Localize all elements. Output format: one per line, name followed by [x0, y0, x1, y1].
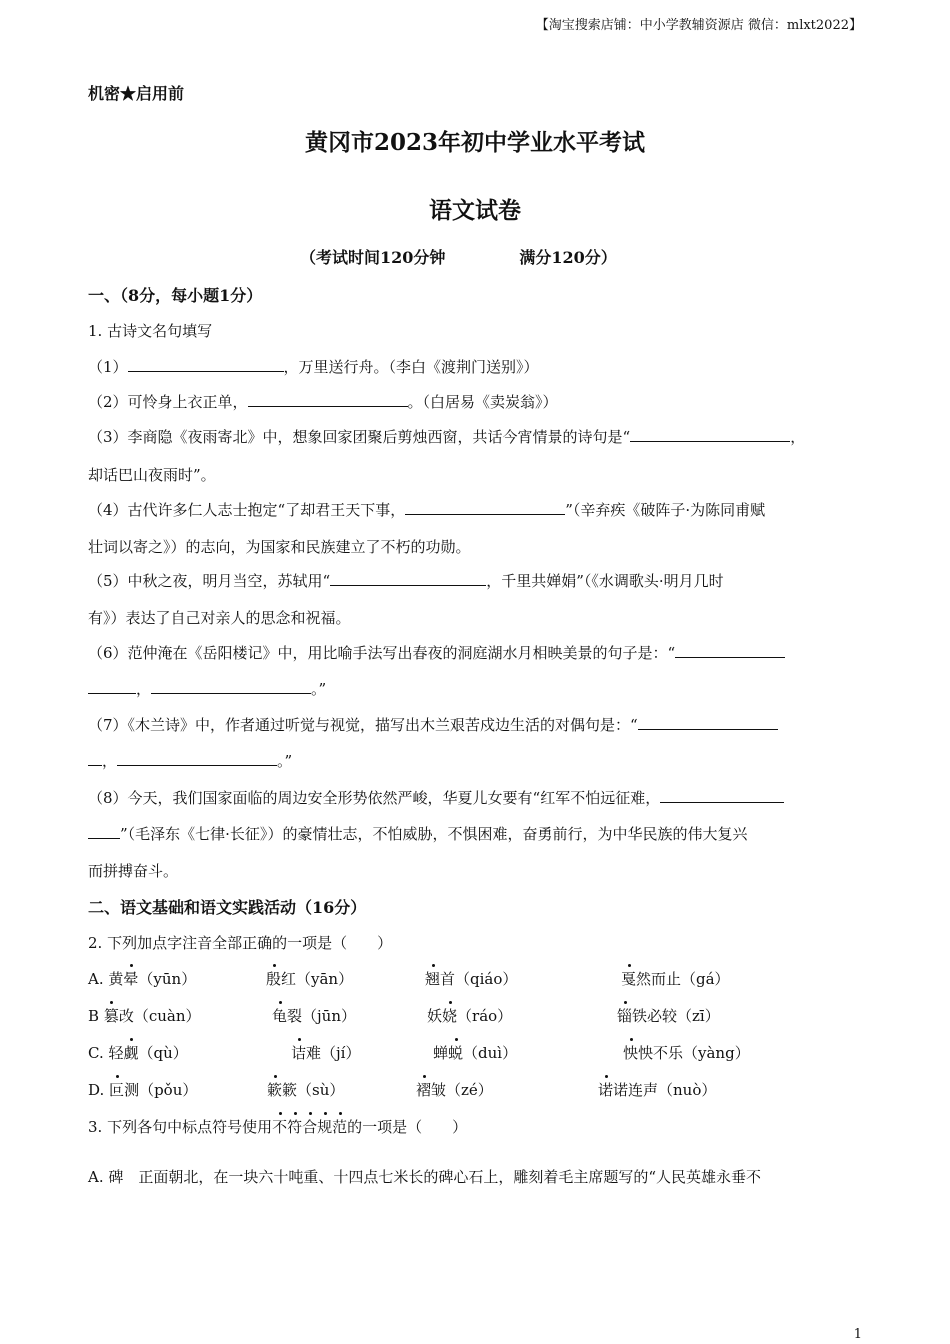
q1-3-text: （3）李商隐《夜雨寄北》中，想象回家团聚后剪烛西窗，共话今宵情景的诗句是“: [88, 428, 631, 446]
q1-6-text: （6）范仲淹在《岳阳楼记》中，用比喻手法写出春夜的洞庭湖水月相映美景的句子是：“: [88, 644, 676, 662]
option-label: C.: [88, 1044, 104, 1062]
q2-option-A[interactable]: [88, 968, 196, 989]
q1-4-text: （4）古代许多仁人志士抱定“了却君王天下事，: [88, 501, 406, 519]
dotted-char: 诘: [291, 1044, 307, 1062]
answer-blank[interactable]: [405, 500, 565, 515]
q2-option-B[interactable]: [88, 1005, 201, 1026]
q1-6: [88, 642, 785, 663]
option-label: D.: [88, 1081, 105, 1099]
q1-4: [88, 499, 765, 520]
dotted-char: 规: [317, 1118, 333, 1136]
q2-option-B-item2: [272, 1005, 356, 1026]
q1-5-source: ，千里共婵娟”（《水调歌头·明月几时: [486, 572, 724, 590]
page-title: 黄冈市2023年初中学业水平考试: [304, 129, 645, 156]
q1-3-comma: ，: [790, 428, 806, 446]
q2-option-B-item4: [617, 1005, 720, 1026]
q1-5-text: （5）中秋之夜，明月当空，苏轼用“: [88, 572, 331, 590]
q2-option-A-item4: [621, 968, 730, 989]
q1-7: [88, 714, 778, 735]
q1-8-source: ”（毛泽东《七律·长征》）的豪情壮志，不怕威胁，不惧困难，奋勇前行，为中华民族的伟大复兴: [120, 825, 748, 843]
exam-info: [300, 245, 617, 268]
dotted-char: 殷: [266, 970, 282, 988]
q1-7-comma: ，: [102, 752, 118, 770]
item-text: 改（cuàn）: [118, 1007, 201, 1025]
item-text: 首（qiáo）: [440, 970, 518, 988]
q2-option-D[interactable]: [88, 1079, 197, 1100]
q2-option-A-item2: [266, 968, 353, 989]
q2-option-D-item2: [267, 1079, 344, 1100]
q1-7-end: 。”: [277, 752, 293, 770]
item-text: 蝉: [433, 1044, 449, 1062]
item-text: 簌（sù）: [282, 1081, 345, 1099]
answer-blank[interactable]: [128, 357, 284, 372]
answer-blank[interactable]: [660, 788, 784, 803]
item-text: 诺连声（nuò）: [613, 1081, 717, 1099]
q1-6-cont: [88, 678, 326, 699]
q1-2-source: 。（白居易《卖炭翁》）: [407, 393, 558, 411]
item-text: （qù）: [138, 1044, 188, 1062]
q1-5: [88, 570, 724, 591]
answer-blank[interactable]: [330, 571, 486, 586]
q1-2: [88, 391, 558, 412]
answer-blank[interactable]: [248, 392, 408, 407]
q2-option-C[interactable]: [88, 1042, 188, 1063]
section1-heading: 一、（8分，每小题1分）: [88, 286, 263, 305]
answer-blank[interactable]: [117, 751, 277, 766]
dotted-char: 怏: [623, 1044, 639, 1062]
section2-heading: 二、语文基础和语文实践活动（16分）: [88, 898, 367, 917]
q3-text-end: 的一项是（ ）: [347, 1118, 468, 1136]
item-text: 裂（jūn）: [287, 1007, 356, 1025]
q1-1-prefix: （1）: [88, 358, 128, 376]
dotted-char: 合: [302, 1118, 318, 1136]
item-text: （duì）: [463, 1044, 518, 1062]
item-text: 轻: [108, 1044, 124, 1062]
dotted-char: 龟: [272, 1007, 288, 1025]
answer-blank[interactable]: [88, 751, 102, 766]
q1-7-text: （7）《木兰诗》中，作者通过听觉与视觉，描写出木兰艰苦戍边生活的对偶句是：“: [88, 716, 638, 734]
dotted-char: 不: [272, 1118, 288, 1136]
q3-title: [88, 1116, 467, 1137]
full-score: 满分120分）: [519, 248, 617, 267]
item-text: 难（jí）: [306, 1044, 361, 1062]
item-text: 皱（zé）: [431, 1081, 493, 1099]
item-text: 铁必较（zī）: [632, 1007, 720, 1025]
exam-time: （考试时间120分钟: [300, 248, 446, 267]
q1-4-cont: 壮词以寄之》）的志向，为国家和民族建立了不朽的功勋。: [88, 538, 471, 556]
q3-option-A[interactable]: A. 碑 正面朝北，在一块六十吨重、十四点七米长的碑心石上，雕刻着毛主席题写的“人民英雄永垂不: [88, 1168, 762, 1186]
dotted-char: 簌: [267, 1081, 283, 1099]
q2-title: 2. 下列加点字注音全部正确的一项是（ ）: [88, 934, 393, 952]
secret-label: 机密★启用前: [88, 84, 185, 103]
q1-4-source: ”（辛弃疾《破阵子·为陈同甫赋: [565, 501, 766, 519]
q1-title: 1. 古诗文名句填写: [88, 322, 213, 340]
q1-6-end: 。”: [311, 680, 327, 698]
q1-3: [88, 426, 805, 447]
q2-option-D-item3: [416, 1079, 493, 1100]
dotted-char: 戛: [621, 970, 637, 988]
option-label: A.: [88, 970, 104, 988]
q3-dotted-phrase: [272, 1118, 347, 1136]
answer-blank[interactable]: [638, 715, 778, 730]
q1-8: [88, 787, 784, 808]
item-text: 然而止（gá）: [636, 970, 730, 988]
header-note: 【淘宝搜索店铺：中小学教辅资源店 微信：mlxt2022】: [535, 18, 862, 33]
answer-blank[interactable]: [630, 427, 790, 442]
q3-text: 3. 下列各句中标点符号使用: [88, 1118, 273, 1136]
q1-7-cont: [88, 750, 292, 771]
q1-8-end: 而拼搏奋斗。: [88, 862, 179, 880]
dotted-char: 蜕: [448, 1044, 464, 1062]
q2-option-C-item2: [291, 1042, 360, 1063]
item-text: （yūn）: [138, 970, 197, 988]
answer-blank[interactable]: [151, 679, 311, 694]
item-text: 妖: [427, 1007, 443, 1025]
dotted-char: 叵: [109, 1081, 125, 1099]
q1-8-cont: [88, 823, 747, 844]
q2-option-A-item3: [425, 968, 517, 989]
dotted-char: 翘: [425, 970, 441, 988]
dotted-char: 娆: [442, 1007, 458, 1025]
q1-1: [88, 356, 539, 377]
q2-option-D-item4: [598, 1079, 716, 1100]
dotted-char: 范: [332, 1118, 348, 1136]
q2-option-C-item3: [433, 1042, 517, 1063]
item-text: 红（yān）: [281, 970, 354, 988]
dotted-char: 晕: [123, 970, 139, 988]
dotted-char: 觑: [123, 1044, 139, 1062]
item-text: 怏不乐（yàng）: [638, 1044, 750, 1062]
answer-blank[interactable]: [88, 679, 136, 694]
answer-blank[interactable]: [88, 824, 120, 839]
q1-1-text: ，万里送行舟。（李白《渡荆门送别》）: [283, 358, 539, 376]
dotted-char: 褶: [416, 1081, 432, 1099]
item-text: 黄: [108, 970, 124, 988]
dotted-char: 锱: [617, 1007, 633, 1025]
q1-6-comma: ，: [136, 680, 152, 698]
q1-5-cont: 有》）表达了自己对亲人的思念和祝福。: [88, 609, 351, 627]
answer-blank[interactable]: [675, 643, 785, 658]
q2-option-B-item3: [427, 1005, 512, 1026]
page-number: 1: [853, 1327, 862, 1342]
q1-3-cont: 却话巴山夜雨时”。: [88, 466, 216, 484]
dotted-char: 篡: [103, 1007, 119, 1025]
q1-8-text: （8）今天，我们国家面临的周边安全形势依然严峻，华夏儿女要有“红军不怕远征难，: [88, 789, 661, 807]
q2-option-C-item4: [623, 1042, 750, 1063]
item-text: （ráo）: [457, 1007, 513, 1025]
q1-2-text: （2）可怜身上衣正单，: [88, 393, 248, 411]
option-label: B: [88, 1007, 100, 1025]
dotted-char: 诺: [598, 1081, 614, 1099]
item-text: 测（pǒu）: [124, 1081, 198, 1099]
dotted-char: 符: [287, 1118, 303, 1136]
page-subtitle: 语文试卷: [429, 197, 521, 224]
